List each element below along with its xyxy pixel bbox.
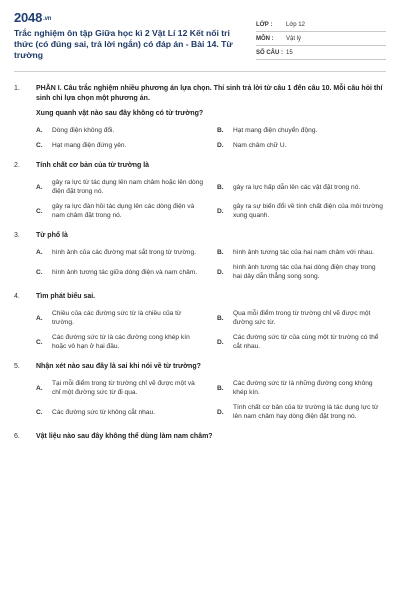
meta-table xyxy=(256,18,386,60)
option-grid xyxy=(14,309,386,351)
meta-label: SỐ CÂU : xyxy=(256,49,283,56)
meta-label: MÔN : xyxy=(256,35,274,42)
option-text: Các đường sức từ không cắt nhau. xyxy=(52,408,155,416)
meta-row-subject xyxy=(256,32,386,46)
option-b[interactable] xyxy=(217,379,386,397)
option-text: Các đường sức từ là những đường cong không khép kín. xyxy=(233,380,373,396)
meta-row-class xyxy=(256,18,386,32)
option-text: Nam châm chữ U. xyxy=(233,142,287,149)
option-text: Tính chất cơ bản của từ trường là tác dụng lực từ lên nam châm hay dòng điện đặt trong nó. xyxy=(233,404,379,420)
option-letter: D. xyxy=(217,207,224,215)
option-a[interactable] xyxy=(36,248,205,257)
option-text: hình ảnh tương tác của hai dòng điện chạy trong hai dây dẫn thẳng song song. xyxy=(233,264,376,280)
option-b[interactable] xyxy=(217,178,386,196)
option-text: Qua mỗi điểm trong từ trường chỉ vẽ được một đường sức từ. xyxy=(233,310,371,326)
option-text: Dòng điện không đổi. xyxy=(52,127,115,134)
option-b[interactable] xyxy=(217,126,386,135)
option-c[interactable] xyxy=(36,202,205,220)
question-number: 2. xyxy=(14,162,20,169)
option-text: hình ảnh tương tác của hai nam châm với nhau. xyxy=(233,249,374,256)
option-grid xyxy=(14,178,386,220)
option-c[interactable] xyxy=(36,403,205,421)
option-letter: A. xyxy=(36,127,43,134)
question-list xyxy=(14,84,386,442)
question-number: 1. xyxy=(14,85,20,92)
question-3 xyxy=(14,231,386,281)
question-number: 5. xyxy=(14,363,20,370)
option-letter: D. xyxy=(217,338,224,346)
option-letter: C. xyxy=(36,142,43,149)
option-a[interactable] xyxy=(36,178,205,196)
question-5 xyxy=(14,362,386,421)
option-text: gây ra lực đàn hồi tác dụng lên các dòng điện và nam châm đặt trong nó. xyxy=(52,203,195,219)
option-grid xyxy=(14,126,386,150)
option-d[interactable] xyxy=(217,202,386,220)
option-letter: B. xyxy=(217,314,224,322)
option-letter: D. xyxy=(217,142,224,149)
option-c[interactable] xyxy=(36,263,205,281)
option-a[interactable] xyxy=(36,379,205,397)
option-text: Các đường sức từ của cùng một từ trường có thể cắt nhau. xyxy=(233,334,379,350)
option-letter: B. xyxy=(217,384,224,392)
document-header xyxy=(14,10,386,61)
option-c[interactable] xyxy=(36,141,205,150)
option-letter: D. xyxy=(217,268,224,276)
option-text: Hạt mang điện chuyển động. xyxy=(233,127,318,134)
question-text: Từ phổ là xyxy=(36,232,68,239)
option-letter: C. xyxy=(36,338,43,346)
document-title: Trắc nghiệm ôn tập Giữa học kì 2 Vật Lí 12 Kết nối tri thức (có đúng sai, trả lời ngắn) có đáp án - Bài 14. Từ trường xyxy=(14,28,233,60)
option-letter: A. xyxy=(36,249,43,256)
header-divider xyxy=(14,71,386,72)
option-a[interactable] xyxy=(36,309,205,327)
meta-value: 15 xyxy=(286,49,293,56)
question-number: 4. xyxy=(14,293,20,300)
option-letter: B. xyxy=(217,183,224,191)
option-grid xyxy=(14,248,386,281)
option-text: Các đường sức từ là các đường cong khép kín hoặc vô hạn ở hai đầu. xyxy=(52,334,190,350)
question-text: Nhận xét nào sau đây là sai khi nói về từ trường? xyxy=(36,363,201,370)
option-letter: C. xyxy=(36,408,43,416)
option-a[interactable] xyxy=(36,126,205,135)
option-text: hình ảnh của các đường mạt sắt trong từ trường. xyxy=(52,249,196,256)
question-text: Tính chất cơ bản của từ trường là xyxy=(36,162,150,169)
question-4 xyxy=(14,292,386,351)
option-d[interactable] xyxy=(217,333,386,351)
question-number: 6. xyxy=(14,433,20,440)
option-text: Chiều của các đường sức từ là chiều của từ trường. xyxy=(52,310,182,326)
option-letter: B. xyxy=(217,127,224,134)
option-letter: B. xyxy=(217,249,224,256)
option-c[interactable] xyxy=(36,333,205,351)
option-b[interactable] xyxy=(217,248,386,257)
option-letter: A. xyxy=(36,384,43,392)
question-6 xyxy=(14,432,386,442)
option-letter: C. xyxy=(36,207,43,215)
option-letter: D. xyxy=(217,408,224,416)
meta-value: Lớp 12 xyxy=(286,21,305,28)
logo-text: 2048 xyxy=(14,10,43,25)
option-d[interactable] xyxy=(217,263,386,281)
option-text: Tại mỗi điểm trong từ trường chỉ vẽ được một và chỉ một đường sức từ đi qua. xyxy=(52,380,195,396)
option-grid xyxy=(14,379,386,421)
meta-label: LỚP : xyxy=(256,21,273,28)
question-1 xyxy=(14,84,386,150)
option-letter: C. xyxy=(36,268,43,276)
question-text: Vật liệu nào sau đây không thể dùng làm nam châm? xyxy=(36,433,213,440)
option-b[interactable] xyxy=(217,309,386,327)
option-letter: A. xyxy=(36,314,43,322)
option-text: gây ra sự biến đổi về tính chất điện của môi trường xung quanh. xyxy=(233,203,383,219)
question-text: PHẦN I. Câu trắc nghiệm nhiều phương án lựa chọn. Thí sinh trả lời từ câu 1 đến câu 10. Mỗi câu hỏi thí sinh chỉ lựa chọn một phương án. xyxy=(36,85,383,102)
option-text: gây ra lực hấp dẫn lên các vật đặt trong nó. xyxy=(233,183,361,191)
question-number: 3. xyxy=(14,232,20,239)
option-d[interactable] xyxy=(217,403,386,421)
meta-value: Vật lý xyxy=(286,35,302,42)
meta-row-count xyxy=(256,46,386,60)
option-text: hình ảnh tương tác giữa dòng điện và nam châm. xyxy=(52,268,198,276)
logo-domain: .vn xyxy=(43,15,52,22)
site-logo[interactable] xyxy=(14,10,246,25)
question-prompt: Xung quanh vật nào sau đây không có từ trường? xyxy=(36,110,204,117)
question-text: Tìm phát biểu sai. xyxy=(36,293,96,300)
option-letter: A. xyxy=(36,183,43,191)
option-text: gây ra lực từ tác dụng lên nam châm hoặc lên dòng điện đặt trong nó. xyxy=(52,179,204,195)
option-d[interactable] xyxy=(217,141,386,150)
header-left xyxy=(14,10,246,61)
question-2 xyxy=(14,161,386,220)
option-text: Hạt mang điện đứng yên. xyxy=(52,142,127,149)
